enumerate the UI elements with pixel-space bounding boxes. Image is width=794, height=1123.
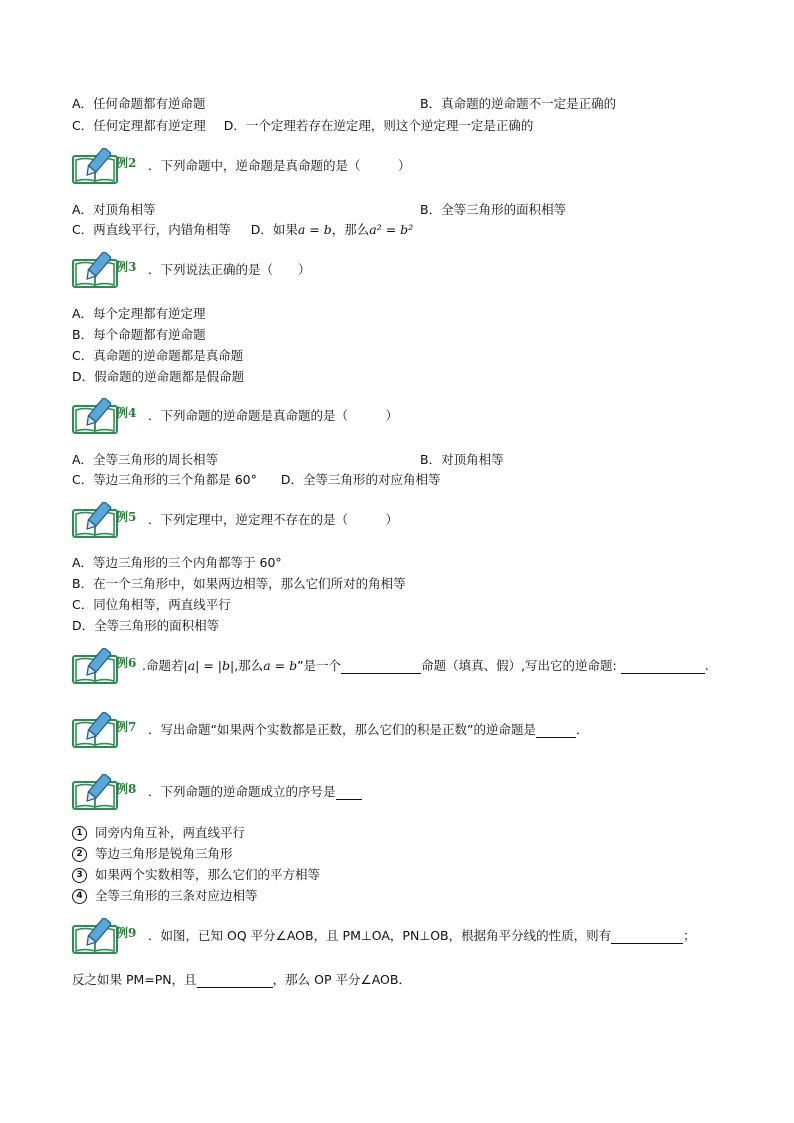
option-c: C．两直线平行，内错角相等 [72,222,231,237]
book-pen-icon [72,252,120,288]
option-d: D．假命题的逆命题都是假命题 [72,369,245,384]
option-row [72,452,504,468]
example-4-header [72,398,772,438]
example-question: ．如图，已知 OQ 平分∠AOB，且 PM⊥OA，PN⊥OB，根据角平分线的性质，则有 ； [148,928,696,943]
option-a: A．每个定理都有逆定理 [72,306,206,321]
list-item: 1 同旁内角互补，两直线平行 [72,825,245,841]
example-question: ．下列命题的逆命题是真命题的是（ ） [148,408,399,423]
option-d: D．如果a = b，那么a² = b² [250,222,414,237]
book-pen-icon [72,148,120,184]
option-row [72,96,617,112]
example-label: 例2 [116,156,137,170]
option-c: C．任何定理都有逆定理 [72,118,206,133]
circled-number: 1 [72,826,87,841]
option-b: B．全等三角形的面积相等 [420,202,567,217]
option-row [72,118,533,134]
option-a: A．全等三角形的周长相等 [72,452,219,467]
example-label: 例9 [116,926,137,940]
example-7-header [72,712,772,752]
option-b: B．真命题的逆命题不一定是正确的 [420,96,617,111]
option-row [72,472,440,488]
book-pen-icon [72,774,120,810]
example-question: .命题若|a| = |b|,那么a = b”是一个 命题（填真、假）,写出它的逆命题: . [142,658,709,673]
answer-blank[interactable] [336,785,362,800]
example-label: 例7 [116,720,137,734]
book-pen-icon [72,398,120,434]
option-row [72,202,567,218]
option-a: A．对顶角相等 [72,202,156,217]
example-question: ．写出命题“如果两个实数都是正数，那么它们的积是正数”的逆命题是 ． [148,722,589,737]
book-pen-icon [72,712,120,748]
option-a: A．等边三角形的三个内角都等于 60° [72,555,282,570]
option-b: B．每个命题都有逆命题 [72,327,206,342]
book-pen-icon [72,918,120,954]
circled-number: 2 [72,847,87,862]
example-9-header [72,918,772,958]
option-d: D．全等三角形的对应角相等 [280,472,441,487]
list-item: 2 等边三角形是锐角三角形 [72,846,233,862]
option-c: C．等边三角形的三个角都是 60° [72,472,257,487]
answer-blank[interactable] [611,929,683,944]
example-question: ．下列命题中，逆命题是真命题的是（ ） [148,158,411,173]
book-pen-icon [72,648,120,684]
answer-blank[interactable] [197,973,273,988]
example-question: ．下列定理中，逆定理不存在的是（ ） [148,512,399,527]
list-item: 3 如果两个实数相等，那么它们的平方相等 [72,867,320,883]
example-question: ．下列说法正确的是（ ） [148,262,311,277]
option-b: B．对顶角相等 [420,452,504,467]
example-8-header [72,774,772,814]
option-a: A．任何命题都有逆命题 [72,96,206,111]
example-label: 例8 [116,782,137,796]
circled-number: 4 [72,889,87,904]
option-c: C．同位角相等，两直线平行 [72,597,231,612]
answer-blank[interactable] [536,723,576,738]
example-question: ．下列命题的逆命题成立的序号是 [148,782,362,800]
option-c: C．真命题的逆命题都是真命题 [72,348,244,363]
book-pen-icon [72,502,120,538]
example-label: 例5 [116,510,137,524]
example-label: 例6 [116,656,137,670]
option-d: D．全等三角形的面积相等 [72,618,220,633]
list-item: 4 全等三角形的三条对应边相等 [72,888,258,904]
option-row [72,222,413,238]
circled-number: 3 [72,868,87,883]
answer-blank[interactable] [341,659,421,674]
example-2-header [72,148,772,188]
answer-blank[interactable] [621,659,705,674]
example-label: 例4 [116,406,137,420]
option-b: B．在一个三角形中，如果两边相等，那么它们所对的角相等 [72,576,406,591]
example-6-header [72,648,772,688]
example-label: 例3 [116,260,137,274]
question-continuation: 反之如果 PM=PN，且 ，那么 OP 平分∠AOB． [72,972,411,987]
example-5-header [72,502,772,542]
option-d: D．一个定理若存在逆定理，则这个逆定理一定是正确的 [223,118,534,133]
example-3-header [72,252,772,292]
